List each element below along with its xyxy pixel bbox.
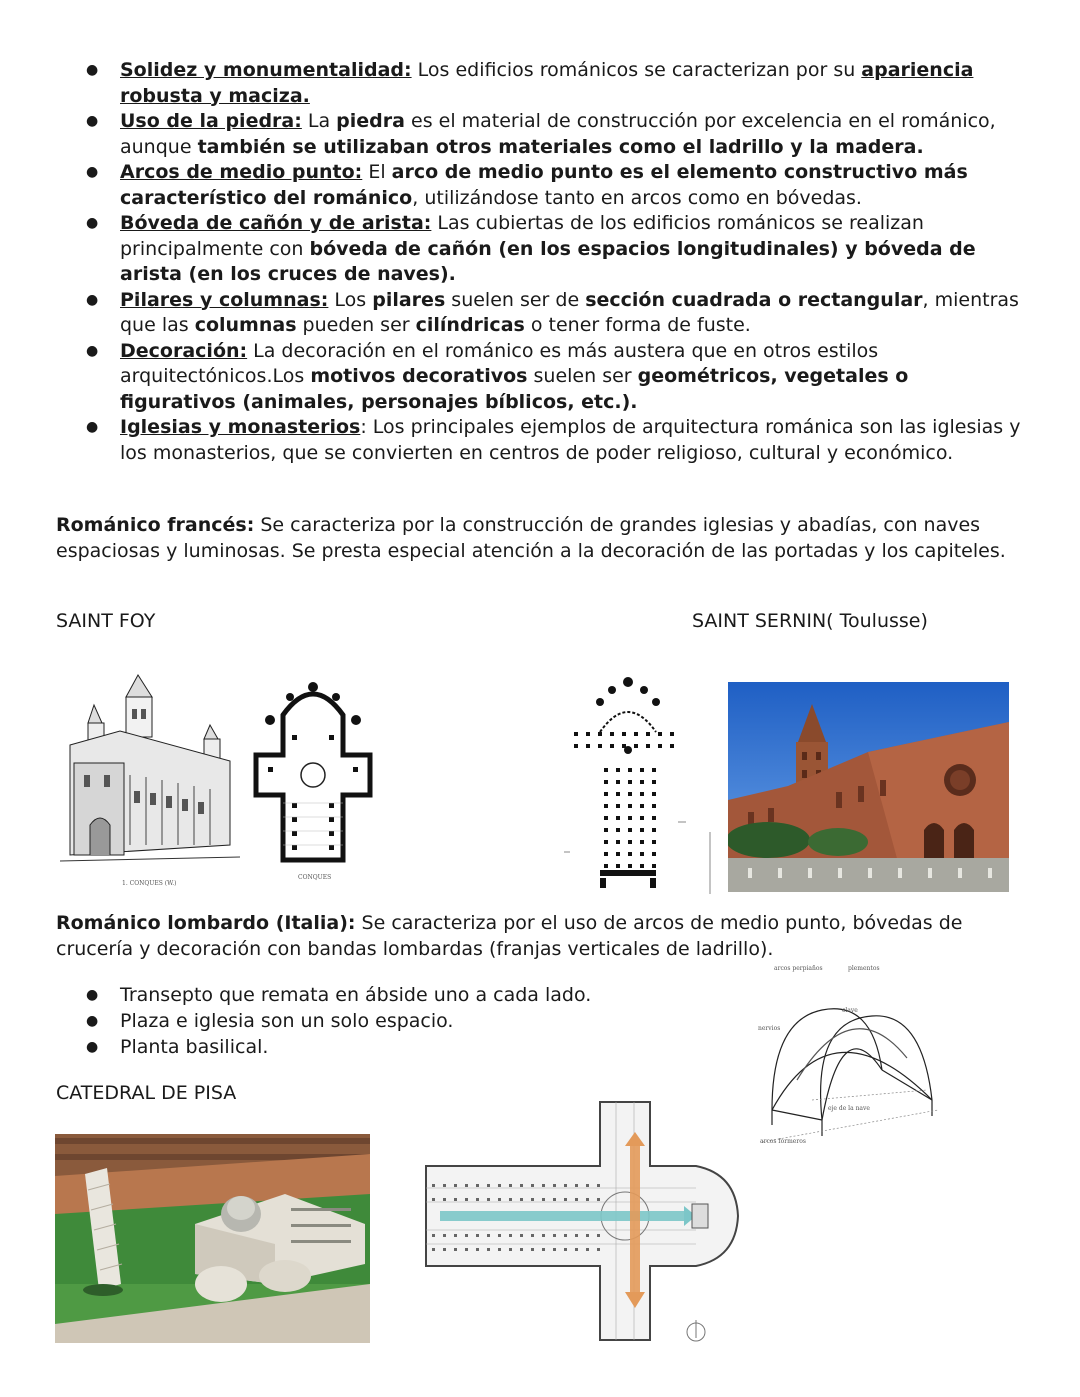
conques-caption: CONQUES xyxy=(298,874,332,881)
feature-title: Pilares y columnas: xyxy=(120,288,329,311)
pisa-aerial-photo xyxy=(55,1134,370,1343)
vault-label-nervios: nervios xyxy=(758,1025,781,1032)
romanico-frances-paragraph xyxy=(56,513,1016,564)
feature-text: geométricos, vegetales o figurativos (animales, personajes bíblicos, etc.). xyxy=(120,365,909,413)
feature-text: arco de medio punto es el elemento constructivo más característico del románico xyxy=(120,161,968,209)
vault-label-perpianos: arcos perpiaños xyxy=(774,965,823,972)
saint-sernin-label: SAINT SERNIN( Toulusse) xyxy=(692,610,928,632)
feature-item xyxy=(80,211,1030,288)
feature-text: Las cubiertas de los edificios románicos se realizan principalmente con xyxy=(120,212,924,260)
feature-text: cilíndricas xyxy=(415,314,525,336)
romanico-lombardo-heading: Románico lombardo (Italia): xyxy=(56,912,356,934)
list-item: ● Plaza e iglesia son un solo espacio. xyxy=(80,1008,720,1034)
feature-text: pilares xyxy=(372,288,446,311)
saint-foy-label: SAINT FOY xyxy=(56,610,156,632)
feature-text: suelen ser de xyxy=(445,288,586,311)
romanesque-features-list xyxy=(80,58,1030,466)
feature-item xyxy=(80,415,1030,466)
feature-item xyxy=(80,109,1030,160)
feature-text: , mientras que las xyxy=(120,288,1019,336)
feature-text: La decoración en el románico es más austera que en otros estilos arquitectónicos.Los xyxy=(120,339,879,387)
feature-text: pueden ser xyxy=(296,314,416,336)
lombardo-features-list xyxy=(80,982,720,1060)
list-item: ● Planta basilical. xyxy=(80,1034,720,1060)
saint-foy-floor-plan xyxy=(248,675,378,885)
feature-text: Los edificios románicos se caracterizan por su xyxy=(411,59,862,81)
romanico-lombardo-paragraph xyxy=(56,911,1016,962)
rib-vault-diagram xyxy=(752,960,942,1148)
feature-text: es el material de construcción por excelencia en el románico, aunque xyxy=(120,110,996,158)
vault-label-formeros: arcos formeros xyxy=(760,1138,806,1145)
feature-text: sección cuadrada o rectangular xyxy=(585,288,923,311)
saint-sernin-photo xyxy=(728,682,1009,892)
vault-label-plementos: plementos xyxy=(848,965,880,972)
vault-label-eje: eje de la nave xyxy=(828,1105,870,1112)
feature-item xyxy=(80,339,1030,416)
feature-text: apariencia robusta y maciza. xyxy=(120,59,974,107)
feature-title: Bóveda de cañón y de arista: xyxy=(120,212,432,234)
feature-text: Los xyxy=(328,288,373,311)
feature-text: o tener forma de fuste. xyxy=(524,314,751,336)
feature-text: piedra xyxy=(336,110,405,132)
vault-label-clave: clave xyxy=(842,1007,858,1014)
feature-text: , utilizándose tanto en arcos como en bóvedas. xyxy=(412,186,862,209)
pisa-floor-plan xyxy=(420,1096,742,1346)
feature-title: Solidez y monumentalidad: xyxy=(120,59,412,81)
feature-title: Uso de la piedra: xyxy=(120,110,302,132)
romanico-frances-heading: Románico francés: xyxy=(56,514,255,536)
feature-title: Iglesias y monasterios xyxy=(120,416,361,438)
feature-text: : Los principales ejemplos de arquitectura románica son las iglesias y los monasterios, que se convierten en centros de poder religioso, cultural y económico. xyxy=(120,416,1021,464)
feature-text: La xyxy=(301,110,337,132)
conques-w-caption: 1. CONQUES (W.) xyxy=(122,880,177,887)
romanico-lombardo-text: Se caracteriza por el uso de arcos de medio punto, bóvedas de crucería y decoración con bandas lombardas (franjas verticales de ladrillo). xyxy=(56,912,963,960)
romanico-frances-text: Se caracteriza por la construcción de grandes iglesias y abadías, con naves espaciosas y luminosas. Se presta especial atención a la decoración de las portadas y los capiteles. xyxy=(56,514,1006,562)
feature-text: motivos decorativos xyxy=(310,365,528,387)
feature-item xyxy=(80,288,1030,339)
feature-item xyxy=(80,160,1030,211)
feature-text: suelen ser xyxy=(527,365,638,387)
feature-text: bóveda de cañón (en los espacios longitudinales) y bóveda de arista (en los cruces de naves). xyxy=(120,237,976,285)
feature-text: también se utilizaban otros materiales como el ladrillo y la madera. xyxy=(197,135,924,158)
feature-text: columnas xyxy=(194,314,297,336)
feature-item xyxy=(80,58,1030,109)
catedral-pisa-label: CATEDRAL DE PISA xyxy=(56,1082,237,1104)
feature-title: Decoración: xyxy=(120,339,248,362)
list-item: ● Transepto que remata en ábside uno a cada lado. xyxy=(80,982,720,1008)
saint-sernin-floor-plan xyxy=(560,672,720,894)
feature-text: El xyxy=(362,161,392,183)
saint-foy-engraving xyxy=(60,665,240,890)
feature-title: Arcos de medio punto: xyxy=(120,161,363,183)
